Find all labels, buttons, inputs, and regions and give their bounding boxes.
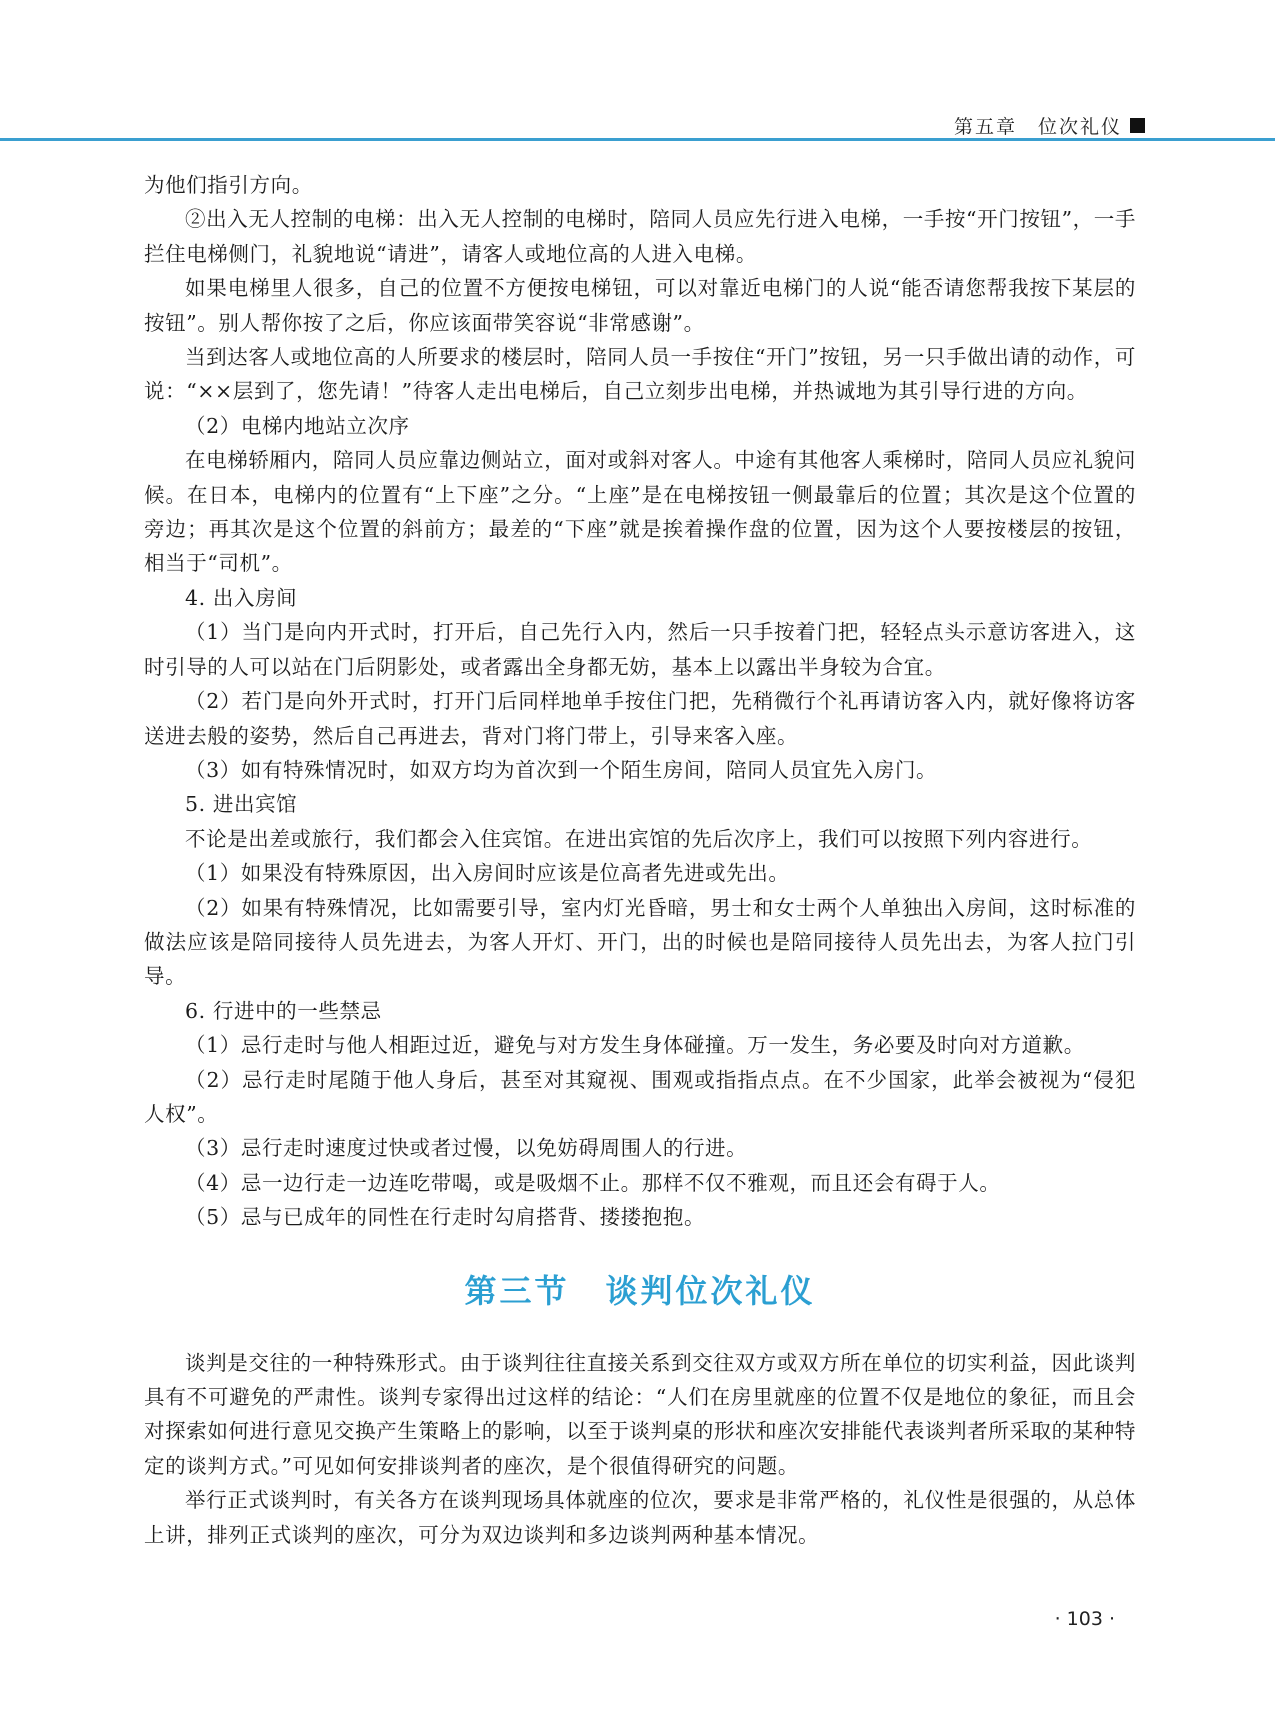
paragraph: （1）当门是向内开式时，打开后，自己先行入内，然后一只手按着门把，轻轻点头示意访客进入，这时引导的人可以站在门后阴影处，或者露出全身都无妨，基本上以露出半身较为合宜。 [144,620,1136,679]
paragraph: （2）电梯内地站立次序 [185,413,410,438]
paragraph: （1）如果没有特殊原因，出入房间时应该是位高者先进或先出。 [185,861,790,886]
section-number: 第三节 [464,1271,570,1310]
paragraph: （1）忌行走时与他人相距过近，避免与对方发生身体碰撞。万一发生，务必要及时向对方道歉。 [185,1033,1085,1058]
paragraph: （5）忌与已成年的同性在行走时勾肩搭背、搂搂抱抱。 [185,1205,706,1230]
paragraph: （2）若门是向外开式时，打开门后同样地单手按住门把，先稍微行个礼再请访客入内，就好像将访客送进去般的姿势，然后自己再进去，背对门将门带上，引导来客入座。 [144,689,1136,748]
chapter-title: 第五章 位次礼仪 [953,116,1122,138]
section-heading [144,1266,1136,1312]
running-header [954,112,1145,139]
paragraph: 谈判是交往的一种特殊形式。由于谈判往往直接关系到交往双方或双方所在单位的切实利益，因此谈判具有不可避免的严肃性。谈判专家得出过这样的结论：“人们在房里就座的位置不仅是地位的象征，而且会对探索如何进行意见交换产生策略上的影响，以至于谈判桌的形状和座次安排能代表谈判者所采取的某种特定的谈判方式。”可见如何安排谈判者的座次，是个很值得研究的问题。 [144,1350,1136,1478]
paragraph: （2）如果有特殊情况，比如需要引导，室内灯光昏暗，男士和女士两个人单独出入房间，这时标准的做法应该是陪同接待人员先进去，为客人开灯、开门，出的时候也是陪同接待人员先出去，为客人拉门引导。 [144,895,1136,989]
paragraph: 在电梯轿厢内，陪同人员应靠边侧站立，面对或斜对客人。中途有其他客人乘梯时，陪同人员应礼貌问候。在日本，电梯内的位置有“上下座”之分。“上座”是在电梯按钮一侧最靠后的位置；其次是这个位置的旁边；再其次是这个位置的斜前方；最差的“下座”就是挨着操作盘的位置，因为这个人要按楼层的按钮，相当于“司机”。 [144,448,1136,576]
body-text-after [144,1346,1136,1552]
paragraph: 4. 出入房间 [185,585,298,610]
paragraph: 如果电梯里人很多，自己的位置不方便按电梯钮，可以对靠近电梯门的人说“能否请您帮我按下某层的按钮”。别人帮你按了之后，你应该面带笑容说“非常感谢”。 [144,276,1136,335]
paragraph: 举行正式谈判时，有关各方在谈判现场具体就座的位次，要求是非常严格的，礼仪性是很强的，从总体上讲，排列正式谈判的座次，可分为双边谈判和多边谈判两种基本情况。 [144,1488,1136,1547]
paragraph: （2）忌行走时尾随于他人身后，甚至对其窥视、围观或指指点点。在不少国家，此举会被视为“侵犯人权”。 [144,1067,1136,1126]
paragraph: （4）忌一边行走一边连吃带喝，或是吸烟不止。那样不仅不雅观，而且还会有碍于人。 [185,1170,1001,1195]
header-square-marker [1130,118,1145,133]
paragraph: 为他们指引方向。 [144,173,313,197]
paragraph: ②出入无人控制的电梯：出入无人控制的电梯时，陪同人员应先行进入电梯，一手按“开门按钮”，一手拦住电梯侧门，礼貌地说“请进”，请客人或地位高的人进入电梯。 [144,207,1136,266]
body-text-before [144,168,1136,1235]
header-rule [0,138,1275,141]
paragraph: 不论是出差或旅行，我们都会入住宾馆。在进出宾馆的先后次序上，我们可以按照下列内容进行。 [185,826,1093,851]
paragraph: 当到达客人或地位高的人所要求的楼层时，陪同人员一手按住“开门”按钮，另一只手做出请的动作，可说：“××层到了，您先请！”待客人走出电梯后，自己立刻步出电梯，并热诚地为其引导行进的方向。 [144,345,1136,404]
section-title: 谈判位次礼仪 [605,1271,816,1310]
paragraph: （3）如有特殊情况时，如双方均为首次到一个陌生房间，陪同人员宜先入房门。 [185,757,938,782]
paragraph: （3）忌行走时速度过快或者过慢，以免妨碍周围人的行进。 [185,1136,748,1161]
page-body [144,168,1136,1552]
paragraph: 5. 进出宾馆 [185,792,298,817]
page-number: · 103 · [1054,1608,1115,1630]
paragraph: 6. 行进中的一些禁忌 [185,998,382,1023]
